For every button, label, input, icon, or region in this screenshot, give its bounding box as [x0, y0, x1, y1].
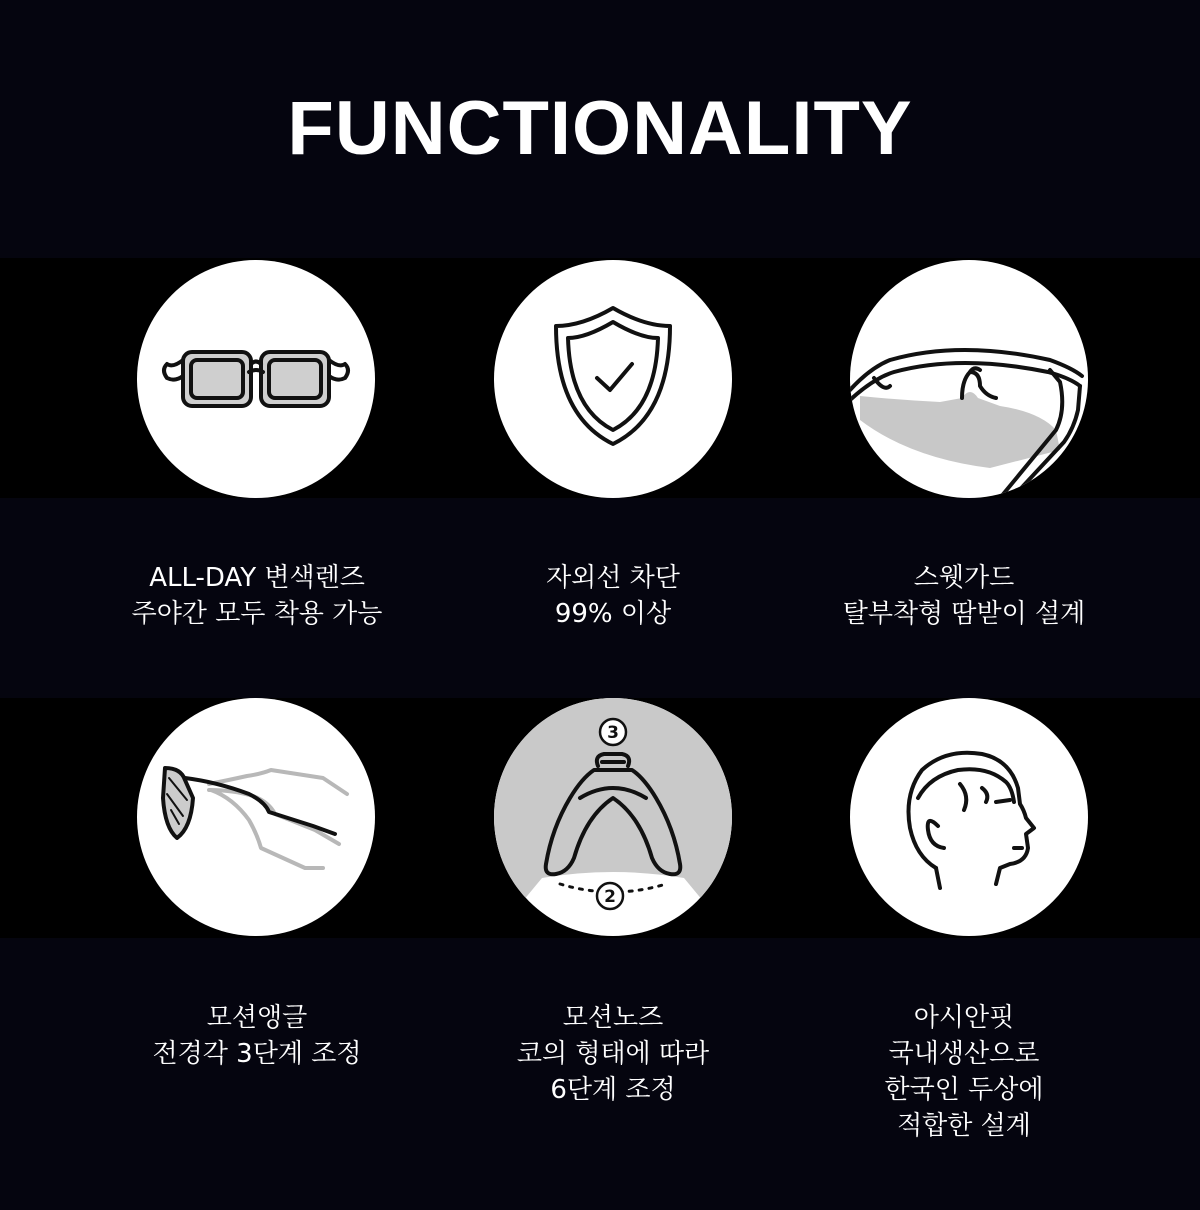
- shield-check-icon: [494, 260, 732, 498]
- feature-caption-1: ALL-DAY 변색렌즈 주야간 모두 착용 가능: [131, 563, 383, 629]
- motion-angle-icon: [137, 698, 375, 936]
- sunglasses-icon: [137, 260, 375, 498]
- motion-nose-icon: [494, 698, 732, 936]
- asian-fit-head-icon: [850, 698, 1088, 936]
- feature-motion-angle: [137, 698, 375, 936]
- feature-motion-nose: [494, 698, 732, 936]
- page-title: FUNCTIONALITY: [287, 86, 913, 171]
- sweat-guard-icon: [850, 260, 1088, 498]
- feature-caption-3: 스웻가드 탈부착형 땀받이 설계: [842, 563, 1086, 629]
- feature-asian-fit: [850, 698, 1088, 936]
- feature-caption-6: 아시안핏 국내생산으로 한국인 두상에 적합한 설계: [884, 1003, 1044, 1141]
- feature-caption-4: 모션앵글 전경각 3단계 조정: [152, 1003, 362, 1069]
- nose-stage-badge-bottom: 2: [604, 887, 616, 907]
- feature-uv-protection: [494, 260, 732, 498]
- feature-sweat-guard: [850, 260, 1088, 498]
- nose-stage-badge-top: 3: [607, 723, 619, 743]
- feature-caption-2: 자외선 차단 99% 이상: [546, 563, 680, 629]
- feature-photochromic-lens: [137, 260, 375, 498]
- feature-caption-5: 모션노즈 코의 형태에 따라 6단계 조정: [516, 1003, 710, 1105]
